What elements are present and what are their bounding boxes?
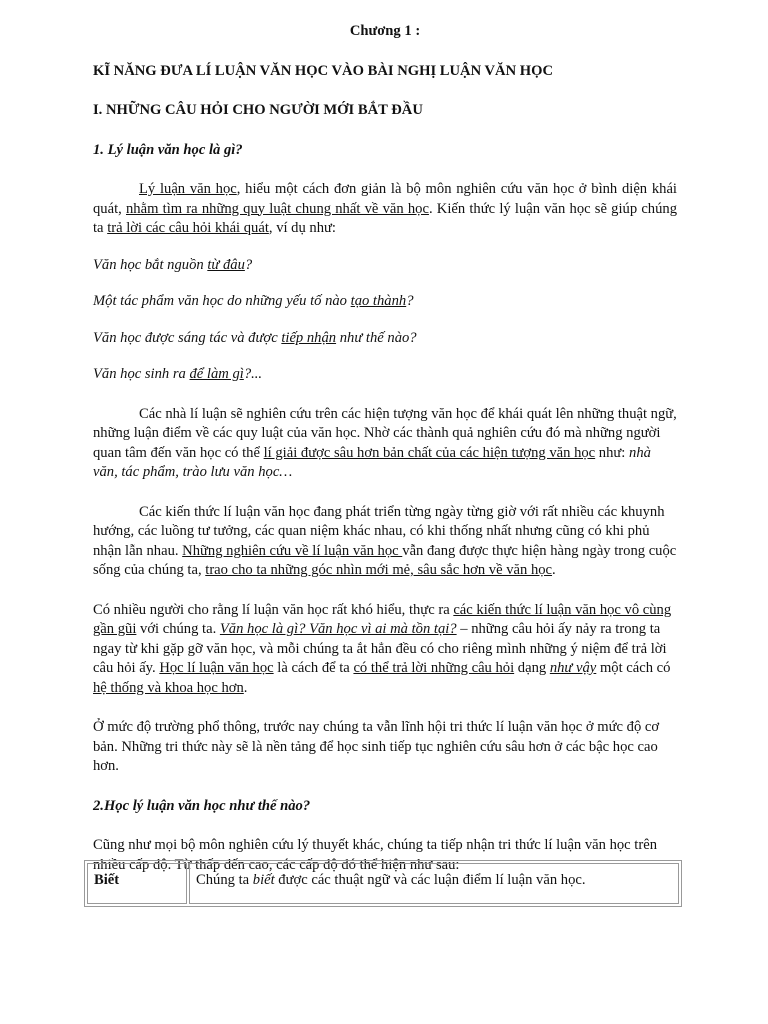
question-4: Văn học sinh ra để làm gì?... <box>93 366 263 382</box>
section-heading: I. NHỮNG CÂU HỎI CHO NGƯỜI MỚI BẮT ĐẦU <box>93 102 423 118</box>
question-1: Văn học bắt nguồn từ đâu? <box>93 256 253 273</box>
question-2: Một tác phẩm văn học do những yếu tố nào tạo thành? <box>93 293 414 309</box>
levels-table <box>84 860 682 907</box>
level-label: Biết <box>87 863 187 904</box>
document-title: KĨ NĂNG ĐƯA LÍ LUẬN VĂN HỌC VÀO BÀI NGHỊ LUẬN VĂN HỌC <box>93 62 554 79</box>
chapter-heading: Chương 1 : <box>349 23 421 39</box>
level-description: Chúng ta biết được các thuật ngữ và các luận điểm lí luận văn học. <box>189 863 679 904</box>
question-3: Văn học được sáng tác và được tiếp nhận như thế nào? <box>93 329 417 346</box>
paragraph-1: Lý luận văn học, hiểu một cách đơn giản là bộ môn nghiên cứu văn học ở bình diện khái quát, nhằm tìm ra những quy luật chung nhất về văn học. Kiến thức lý luận văn học sẽ giúp chúng ta trả lời các câu hỏi khái quát, ví dụ như: <box>93 181 677 236</box>
paragraph-5: Ở mức độ trường phổ thông, trước nay chúng ta vẫn lĩnh hội tri thức lí luận văn học ở mức độ cơ bản. Những tri thức này sẽ là nền tảng để học sinh tiếp tục nghiên cứu sâu hơn ở các bậc học cao hơn. <box>93 719 660 774</box>
document-page <box>93 22 677 875</box>
paragraph-6: Cũng như mọi bộ môn nghiên cứu lý thuyết khác, chúng ta tiếp nhận tri thức lí luận văn học trên nhiều cấp độ. Từ thấp đến cao, các cấp độ đó thể hiện như sau: <box>93 837 657 873</box>
subsection-heading-1: 1. Lý luận văn học là gì? <box>93 141 243 158</box>
paragraph-2: Các nhà lí luận sẽ nghiên cứu trên các hiện tượng văn học để khái quát lên những thuật ngữ, những luận điểm về các quy luật của văn học. Nhờ các thành quả nghiên cứu đó mà những người quan tâm đến văn học có thể lí giải được sâu hơn bản chất của các hiện tượng văn học như: nhà văn, tác phẩm, trào lưu văn học… <box>93 405 677 480</box>
table-row <box>87 863 679 904</box>
paragraph-4: Có nhiều người cho rằng lí luận văn học rất khó hiểu, thực ra các kiến thức lí luận văn học vô cùng gần gũi với chúng ta. Văn học là gì? Văn học vì ai mà tồn tại? – những câu hỏi ấy nảy ra trong ta ngay từ khi gặp gỡ văn học, và mỗi chúng ta ắt hẳn đều có cho riêng mình những ý niệm để trả lời câu hỏi ấy. Học lí luận văn học là cách để ta có thể trả lời những câu hỏi dạng như vậy một cách có hệ thống và khoa học hơn. <box>93 601 672 696</box>
paragraph-3: Các kiến thức lí luận văn học đang phát triển từng ngày từng giờ với rất nhiều các khuynh hướng, các luồng tư tưởng, các quan niệm khác nhau, có khi thống nhất nhưng cũng có khi phủ nhận lẫn nhau. Những nghiên cứu về lí luận văn học vẫn đang được thực hiện hàng ngày trong cuộc sống của chúng ta, trao cho ta những góc nhìn mới mẻ, sâu sắc hơn về văn học. <box>93 503 677 578</box>
subsection-heading-2: 2.Học lý luận văn học như thế nào? <box>93 797 311 814</box>
